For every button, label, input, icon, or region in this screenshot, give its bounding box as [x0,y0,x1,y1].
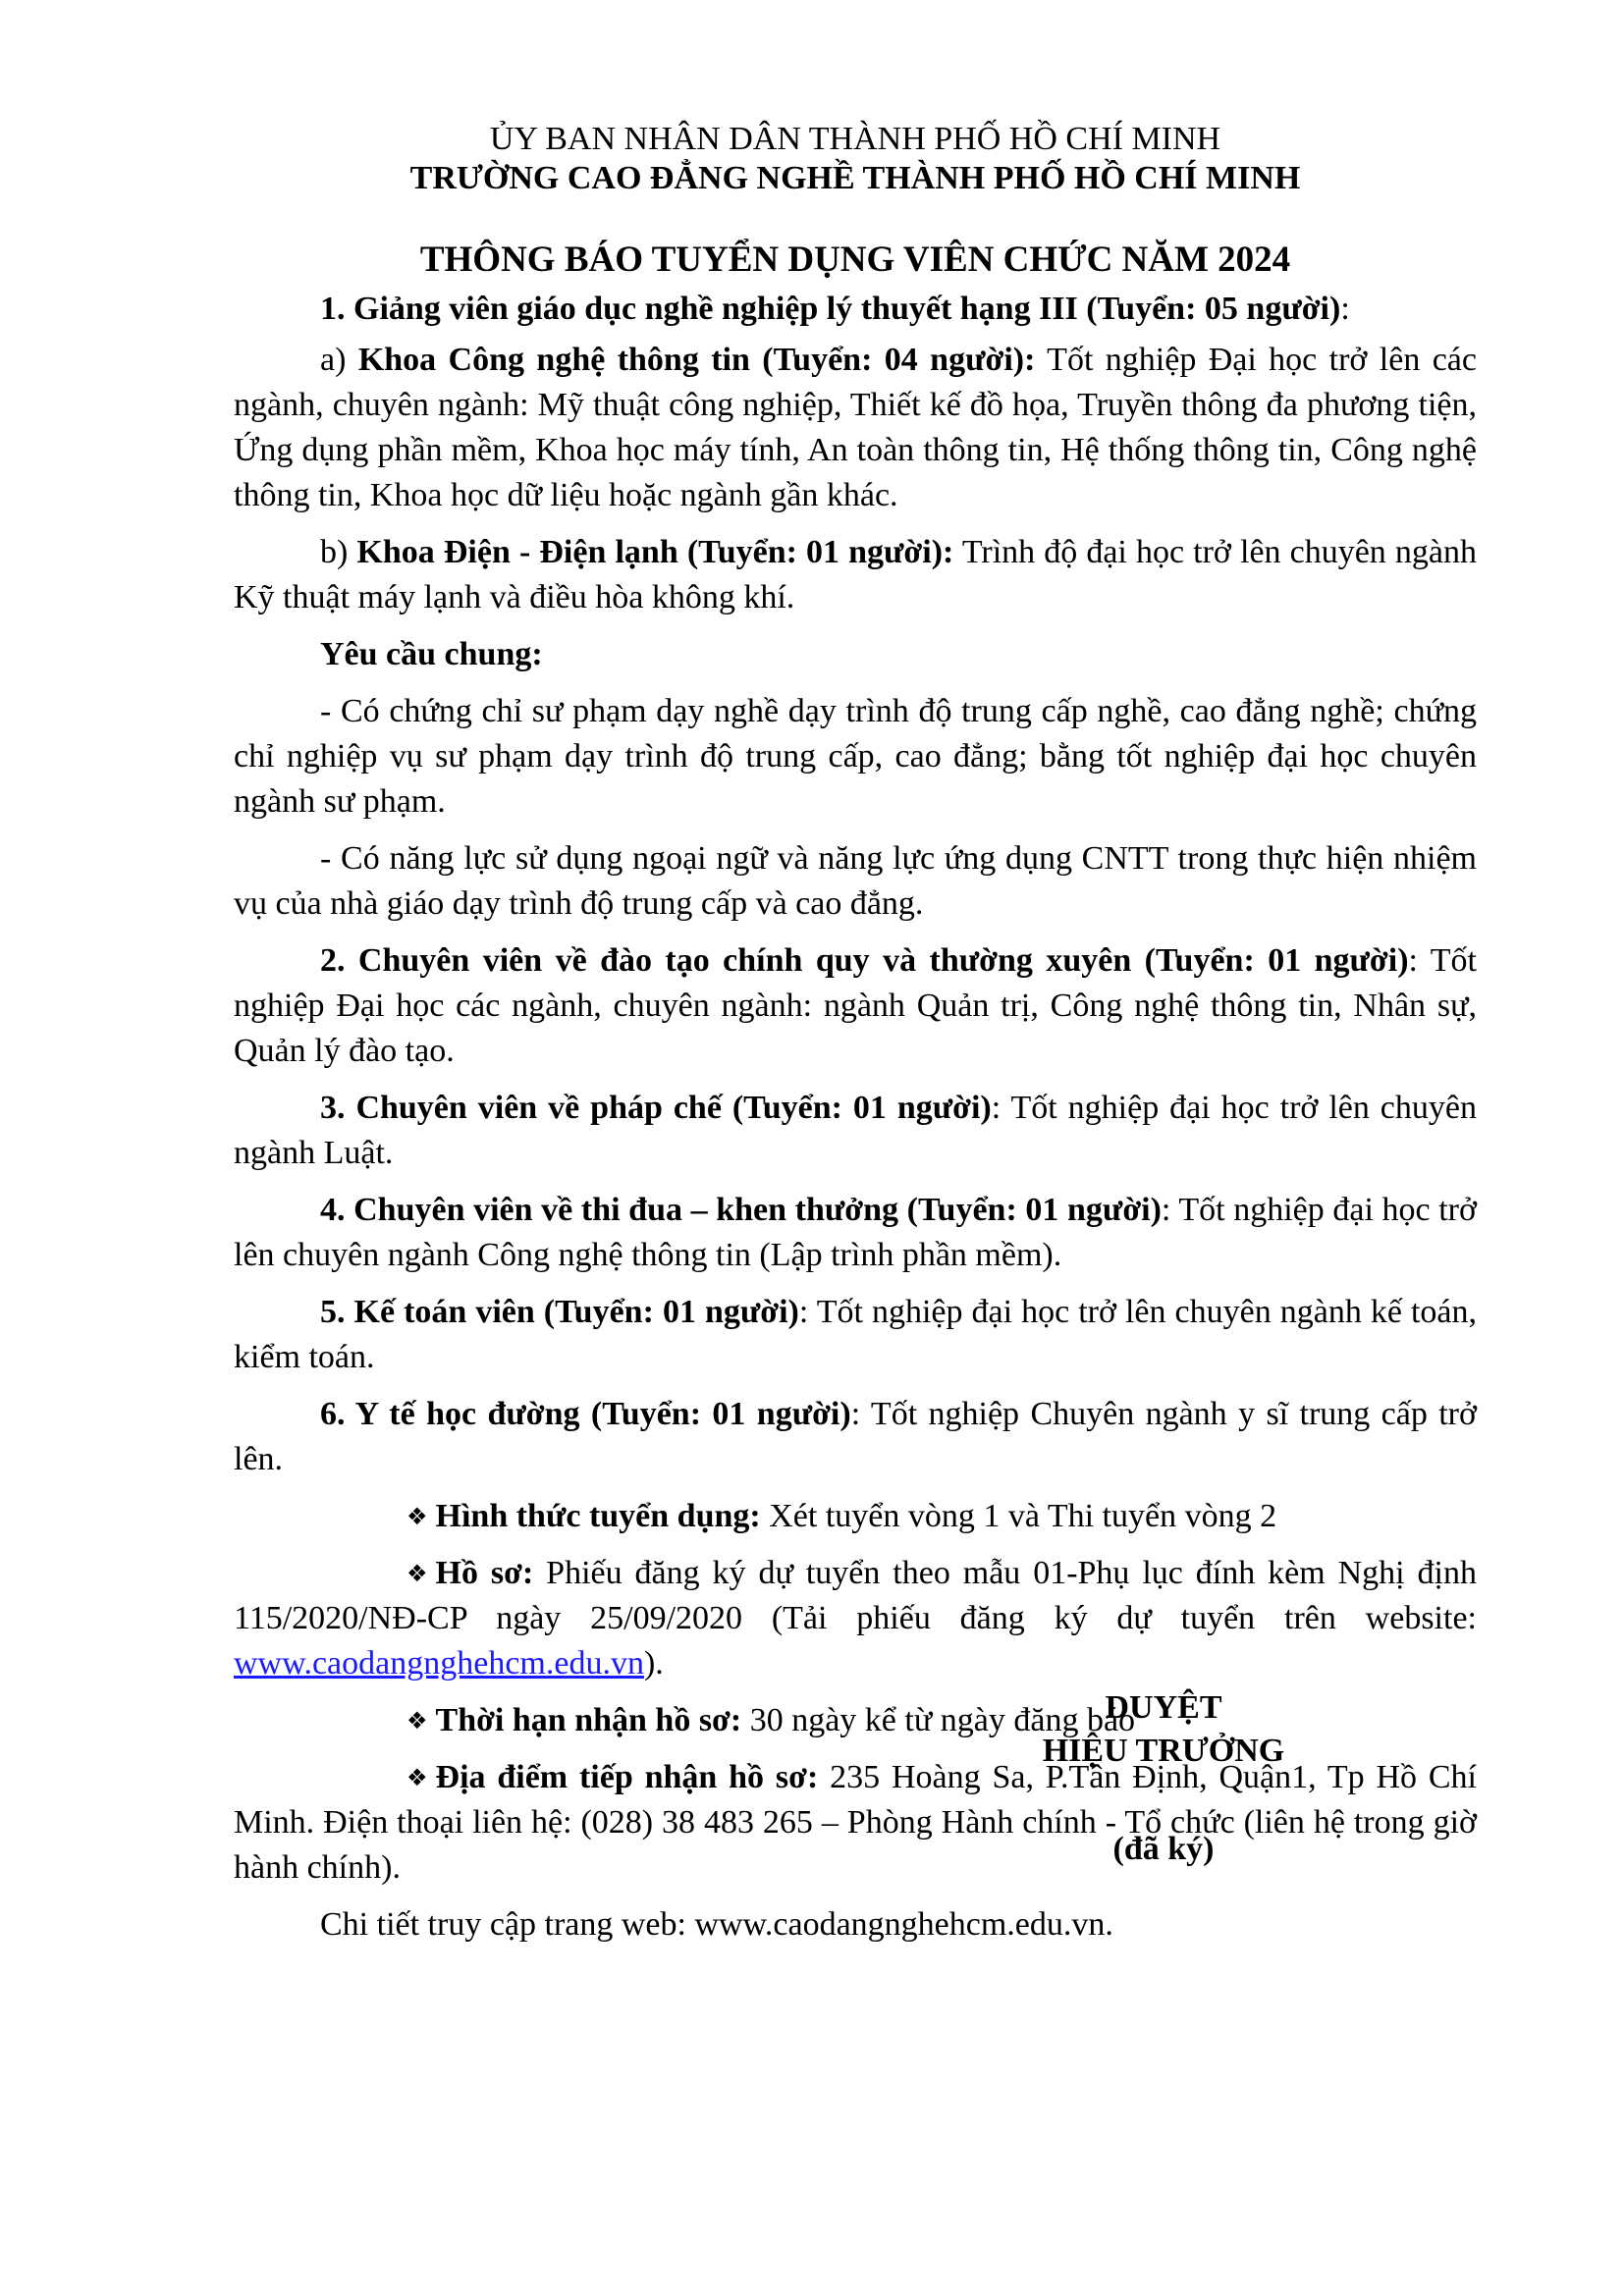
deadline-label: Thời hạn nhận hồ sơ: [435,1702,742,1738]
section-1b-prefix: b) [320,534,357,570]
section-1a-text: Tốt nghiệp Đại học trở lên các ngành, chuyên ngành: Mỹ thuật công nghiệp, Thiết kế đồ họa, Truyền thông đa phương tiện, Ứng dụng phần mềm, Khoa học máy tính, An toàn thông tin, Hệ thống thông tin, Công nghệ thông tin, Khoa học dữ liệu hoặc ngành gần khác. [234,342,1477,513]
section-5-title: 5. Kế toán viên (Tuyển: 01 người) [320,1294,799,1330]
authority-name: ỦY BAN NHÂN DÂN THÀNH PHỐ HỒ CHÍ MINH [489,121,1221,157]
section-1b-title: Khoa Điện - Điện lạnh (Tuyển: 01 người): [356,534,954,570]
section-5 [234,1290,1477,1380]
dossier-text: Phiếu đăng ký dự tuyển theo mẫu 01-Phụ lục đính kèm Nghị định 115/2020/NĐ-CP ngày 25/09/2020 (Tải phiếu đăng ký dự tuyển trên website: [234,1555,1477,1636]
section-1b-text: Trình độ đại học trở lên chuyên ngành Kỹ thuật máy lạnh và điều hòa không khí. [234,534,1477,615]
location-label: Địa điểm tiếp nhận hồ sơ: [435,1759,819,1795]
location-text: 235 Hoàng Sa, P.Tân Định, Quận1, Tp Hồ Chí Minh. Điện thoại liên hệ: (028) 38 483 265 – Phòng Hành chính - Tổ chức (liên hệ trong giờ hành chính). [234,1759,1478,1886]
recruitment-form [234,1494,1477,1539]
requirement-1: - Có chứng chỉ sư phạm dạy nghề dạy trình độ trung cấp nghề, cao đẳng nghề; chứng chỉ nghiệp vụ sư phạm dạy trình độ trung cấp, cao đẳng; bằng tốt nghiệp đại học chuyên ngành sư phạm. [234,693,1477,820]
section-4 [234,1188,1477,1278]
section-1-title: 1. Giảng viên giáo dục nghề nghiệp lý thuyết hạng III [320,291,1078,327]
signed-note: (đã ký) [1112,1831,1215,1867]
section-2-text: : Tốt nghiệp Đại học các ngành, chuyên ngành: ngành Quản trị, Công nghệ thông tin, Nhân sự, Quản lý đào tạo. [234,942,1478,1069]
dossier-label: Hồ sơ: [435,1555,534,1591]
dossier-after: ). [643,1645,664,1682]
section-2-title: 2. Chuyên viên về đào tạo chính quy và thường xuyên (Tuyển: 01 người) [320,942,1409,979]
section-5-text: : Tốt nghiệp đại học trở lên chuyên ngành kế toán, kiểm toán. [234,1294,1477,1375]
section-1a-prefix: a) [320,342,358,378]
approved-label: DUYỆT [1105,1689,1222,1726]
section-1-heading [234,287,1477,332]
recruitment-form-text: Xét tuyển vòng 1 và Thi tuyển vòng 2 [760,1498,1277,1534]
details-line: Chi tiết truy cập trang web: www.caodangnghehcm.edu.vn. [320,1906,1113,1943]
requirement-2: - Có năng lực sử dụng ngoại ngữ và năng lực ứng dụng CNTT trong thực hiện nhiệm vụ của nhà giáo dạy trình độ trung cấp và cao đẳng. [234,840,1477,922]
section-6-title: 6. Y tế học đường (Tuyển: 01 người) [320,1396,851,1432]
diamond-bullet-icon: ❖ [406,1503,428,1530]
section-1b [234,530,1477,620]
section-3-title: 3. Chuyên viên về pháp chế (Tuyển: 01 người) [320,1090,992,1126]
section-4-title: 4. Chuyên viên về thi đua – khen thưởng (Tuyển: 01 người) [320,1192,1162,1228]
document-title: THÔNG BÁO TUYỂN DỤNG VIÊN CHỨC NĂM 2024 [419,240,1291,280]
section-3 [234,1086,1477,1176]
section-6 [234,1392,1477,1482]
recruitment-form-label: Hình thức tuyển dụng: [435,1498,761,1534]
document-body [234,120,1477,1948]
website-link[interactable]: www.caodangnghehcm.edu.vn [234,1645,644,1682]
section-4-text: : Tốt nghiệp đại học trở lên chuyên ngành Công nghệ thông tin (Lập trình phần mềm). [234,1192,1477,1273]
section-6-text: : Tốt nghiệp Chuyên ngành y sĩ trung cấp trở lên. [234,1396,1477,1477]
general-requirements-title: Yêu cầu chung: [320,636,543,672]
section-2 [234,938,1477,1074]
section-1a [234,338,1477,518]
section-1a-title: Khoa Công nghệ thông tin (Tuyển: 04 người): [357,342,1036,378]
dossier [234,1551,1477,1686]
deadline-text: 30 ngày kể từ ngày đăng báo [741,1702,1136,1738]
diamond-bullet-icon: ❖ [406,1707,428,1735]
section-3-text: : Tốt nghiệp đại học trở lên chuyên ngành Luật. [234,1090,1477,1171]
section-1-quota: (Tuyển: 05 người) [1086,291,1341,327]
principal-title: HIỆU TRƯỞNG [1042,1733,1285,1769]
school-name: TRƯỜNG CAO ĐẲNG NGHỀ THÀNH PHỐ HỒ CHÍ MINH [409,160,1301,196]
diamond-bullet-icon: ❖ [406,1560,428,1587]
section-1-colon: : [1340,291,1350,327]
general-requirements-heading [234,632,1477,677]
diamond-bullet-icon: ❖ [406,1764,428,1791]
signature-block [943,1686,1384,1871]
